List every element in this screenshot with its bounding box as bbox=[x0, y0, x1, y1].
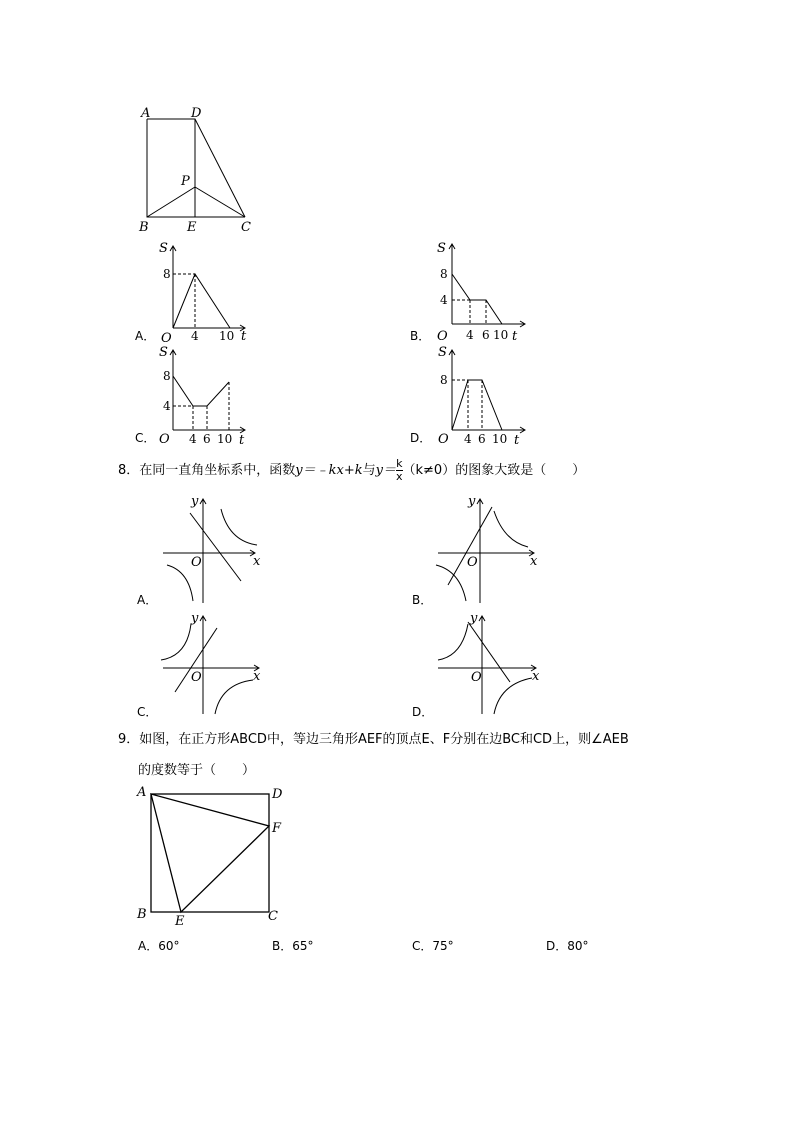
q9-option-b[interactable] bbox=[272, 937, 314, 954]
q7-option-c-graph bbox=[135, 344, 265, 449]
option-label: C． bbox=[137, 705, 158, 719]
tick-y-8: 8 bbox=[163, 369, 171, 383]
axis-y-label: y bbox=[191, 611, 199, 626]
point-label-p: P bbox=[181, 174, 190, 189]
point-label-d: D bbox=[191, 106, 202, 121]
option-label: D． bbox=[410, 431, 432, 445]
origin-label: O bbox=[467, 555, 478, 570]
q8-option-d-graph bbox=[410, 610, 550, 722]
axis-x-label: x bbox=[253, 554, 261, 569]
option-label: C． bbox=[412, 939, 433, 953]
option-label: D． bbox=[546, 939, 568, 953]
origin-label: O bbox=[191, 670, 202, 685]
q7-geometry-figure bbox=[135, 105, 275, 235]
tick-x-4: 4 bbox=[189, 432, 197, 446]
q9-geometry-figure bbox=[135, 782, 295, 927]
option-label: A． bbox=[138, 939, 159, 953]
origin-label: O bbox=[438, 432, 449, 447]
q8-text-before: 在同一直角坐标系中，函数 bbox=[139, 463, 296, 478]
axis-s-label: S bbox=[437, 241, 446, 256]
tick-y-4: 4 bbox=[440, 293, 448, 307]
tick-y-8: 8 bbox=[440, 267, 448, 281]
option-label: B． bbox=[410, 329, 431, 343]
axis-s-label: S bbox=[438, 345, 447, 360]
tick-y-8: 8 bbox=[440, 373, 448, 387]
origin-label: O bbox=[159, 432, 170, 447]
axis-t-label: t bbox=[514, 433, 520, 448]
q8-option-a-graph bbox=[135, 493, 275, 608]
q8-stem bbox=[118, 458, 585, 483]
point-label-d: D bbox=[272, 787, 283, 802]
tick-x-10: 10 bbox=[493, 328, 509, 342]
q9-option-d[interactable] bbox=[546, 937, 589, 954]
axis-t-label: t bbox=[512, 329, 518, 344]
tick-x-10: 10 bbox=[219, 329, 235, 343]
q9-stem-line2: 的度数等于（ ） bbox=[138, 763, 256, 778]
tick-x-6: 6 bbox=[482, 328, 490, 342]
origin-label: O bbox=[161, 331, 172, 346]
option-value: 65° bbox=[292, 939, 314, 953]
point-label-e: E bbox=[187, 220, 197, 235]
q7-option-a-graph bbox=[135, 240, 265, 345]
tick-x-10: 10 bbox=[492, 432, 508, 446]
tick-x-6: 6 bbox=[478, 432, 486, 446]
axis-t-label: t bbox=[239, 433, 245, 448]
tick-x-10: 10 bbox=[217, 432, 233, 446]
option-label: A． bbox=[135, 329, 156, 343]
axis-t-label: t bbox=[241, 329, 247, 344]
q8-func1: y＝﹣kx+k bbox=[295, 463, 363, 478]
q8-func2: y＝ bbox=[375, 463, 396, 478]
option-value: 80° bbox=[567, 939, 589, 953]
axis-s-label: S bbox=[159, 241, 168, 256]
q8-frac-num: k bbox=[396, 457, 403, 470]
tick-y-4: 4 bbox=[163, 399, 171, 413]
point-label-b: B bbox=[137, 907, 147, 922]
origin-label: O bbox=[471, 670, 482, 685]
q7-option-b-graph bbox=[410, 240, 540, 345]
option-label: C． bbox=[135, 431, 156, 445]
option-value: 60° bbox=[158, 939, 180, 953]
point-label-c: C bbox=[268, 909, 278, 924]
axis-s-label: S bbox=[159, 345, 168, 360]
tick-x-6: 6 bbox=[203, 432, 211, 446]
origin-label: O bbox=[191, 555, 202, 570]
q9-option-a[interactable] bbox=[138, 937, 180, 954]
origin-label: O bbox=[437, 329, 448, 344]
axis-x-label: x bbox=[253, 669, 261, 684]
tick-x-4: 4 bbox=[464, 432, 472, 446]
axis-y-label: y bbox=[468, 494, 476, 509]
axis-y-label: y bbox=[191, 494, 199, 509]
option-label: D． bbox=[412, 705, 434, 719]
q8-mid: 与 bbox=[362, 463, 376, 478]
point-label-c: C bbox=[241, 220, 251, 235]
option-value: 75° bbox=[432, 939, 454, 953]
q8-number: 8． bbox=[118, 463, 140, 478]
q9-stem-line1: 9．如图，在正方形ABCD中，等边三角形AEF的顶点E、F分别在边BC和CD上，则∠AEB bbox=[118, 732, 629, 747]
tick-x-4: 4 bbox=[466, 328, 474, 342]
point-label-b: B bbox=[139, 220, 149, 235]
axis-x-label: x bbox=[530, 554, 538, 569]
axis-x-label: x bbox=[532, 669, 540, 684]
point-label-a: A bbox=[141, 106, 151, 121]
tick-x-4: 4 bbox=[191, 329, 199, 343]
q8-frac-den: x bbox=[396, 470, 403, 483]
q7-option-d-graph bbox=[410, 344, 540, 449]
option-label: B． bbox=[272, 939, 293, 953]
option-label: B． bbox=[412, 593, 433, 607]
point-label-a: A bbox=[137, 785, 147, 800]
q8-cond: （k≠0） bbox=[402, 463, 456, 478]
point-label-f: F bbox=[272, 821, 282, 836]
option-label: A． bbox=[137, 593, 158, 607]
q9-option-c[interactable] bbox=[412, 937, 454, 954]
tick-y-8: 8 bbox=[163, 267, 171, 281]
axis-y-label: y bbox=[470, 611, 478, 626]
q8-text-after: 的图象大致是（ ） bbox=[455, 463, 586, 478]
point-label-e: E bbox=[175, 914, 185, 929]
q8-option-c-graph bbox=[135, 610, 275, 722]
q8-option-b-graph bbox=[410, 493, 550, 608]
